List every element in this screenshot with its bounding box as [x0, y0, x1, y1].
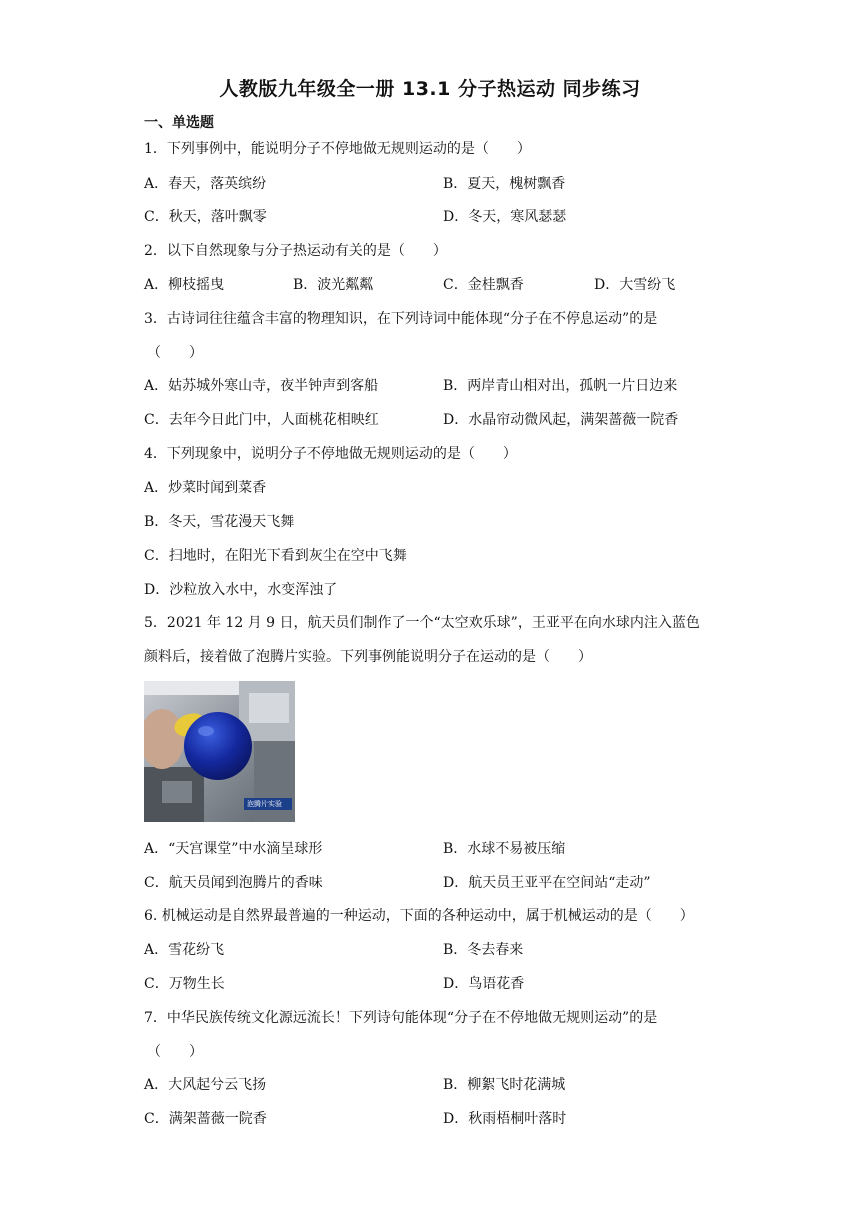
question-2-option-d[interactable]: D．大雪纷飞 [594, 277, 676, 293]
question-6-option-b[interactable]: B．冬去春来 [443, 942, 524, 958]
question-5-option-c[interactable]: C．航天员闻到泡腾片的香味 [144, 875, 323, 891]
question-5-option-a[interactable]: A．“天宫课堂”中水滴呈球形 [144, 841, 323, 857]
question-7-stem: 7．中华民族传统文化源远流长！下列诗句能体现“分子在不停地做无规则运动”的是 [144, 1010, 658, 1026]
question-3-option-a[interactable]: A．姑苏城外寒山寺，夜半钟声到客船 [144, 378, 379, 394]
question-1-option-c[interactable]: C．秋天，落叶飘零 [144, 209, 267, 225]
question-4-option-c[interactable]: C．扫地时，在阳光下看到灰尘在空中飞舞 [144, 548, 407, 564]
question-5-option-b[interactable]: B．水球不易被压缩 [443, 841, 566, 857]
page-title: 人教版九年级全一册 13.1 分子热运动 同步练习 [219, 78, 641, 100]
question-6-stem: 6. 机械运动是自然界最普遍的一种运动，下面的各种运动中，属于机械运动的是（ ） [144, 908, 694, 924]
question-6-option-a[interactable]: A．雪花纷飞 [144, 942, 225, 958]
question-6-option-c[interactable]: C．万物生长 [144, 976, 225, 992]
question-3-option-b[interactable]: B．两岸青山相对出，孤帆一片日边来 [443, 378, 678, 394]
question-3-stem-paren: （ ） [147, 345, 203, 361]
section-heading: 一、单选题 [144, 115, 214, 131]
question-4-option-a[interactable]: A．炒菜时闻到菜香 [144, 480, 267, 496]
question-1-option-d[interactable]: D．冬天，寒风瑟瑟 [443, 209, 567, 225]
photo-caption: 泡腾片实验 [247, 800, 282, 808]
question-5-stem: 5．2021 年 12 月 9 日，航天员们制作了一个“太空欢乐球”，王亚平在向水球内注入蓝色 [144, 615, 700, 631]
question-5-stem-continued: 颜料后，接着做了泡腾片实验。下列事例能说明分子在运动的是（ ） [144, 649, 592, 665]
question-1-option-a[interactable]: A．春天，落英缤纷 [144, 176, 267, 192]
question-1-stem: 1．下列事例中，能说明分子不停地做无规则运动的是（ ） [144, 141, 531, 157]
question-2-option-b[interactable]: B．波光粼粼 [293, 277, 374, 293]
question-3-stem: 3．古诗词往往蕴含丰富的物理知识，在下列诗词中能体现“分子在不停息运动”的是 [144, 311, 658, 327]
question-2-stem: 2．以下自然现象与分子热运动有关的是（ ） [144, 243, 447, 259]
question-2-option-c[interactable]: C．金桂飘香 [443, 277, 524, 293]
question-7-stem-paren: （ ） [147, 1044, 203, 1060]
question-4-stem: 4．下列现象中，说明分子不停地做无规则运动的是（ ） [144, 446, 517, 462]
question-1-option-b[interactable]: B．夏天，槐树飘香 [443, 176, 566, 192]
question-3-option-c[interactable]: C．去年今日此门中，人面桃花相映红 [144, 412, 379, 428]
question-7-option-a[interactable]: A．大风起兮云飞扬 [144, 1077, 267, 1093]
question-6-option-d[interactable]: D．鸟语花香 [443, 976, 525, 992]
question-7-option-c[interactable]: C．满架蔷薇一院香 [144, 1111, 267, 1127]
question-4-option-b[interactable]: B．冬天，雪花漫天飞舞 [144, 514, 295, 530]
question-7-option-d[interactable]: D．秋雨梧桐叶落时 [443, 1111, 567, 1127]
effervescent-tablet-photo [144, 681, 295, 822]
question-3-option-d[interactable]: D．水晶帘动微风起，满架蔷薇一院香 [443, 412, 679, 428]
question-2-option-a[interactable]: A．柳枝摇曳 [144, 277, 225, 293]
question-7-option-b[interactable]: B．柳絮飞时花满城 [443, 1077, 566, 1093]
question-4-option-d[interactable]: D．沙粒放入水中，水变浑浊了 [144, 582, 338, 598]
question-5-option-d[interactable]: D．航天员王亚平在空间站“走动” [443, 875, 651, 891]
